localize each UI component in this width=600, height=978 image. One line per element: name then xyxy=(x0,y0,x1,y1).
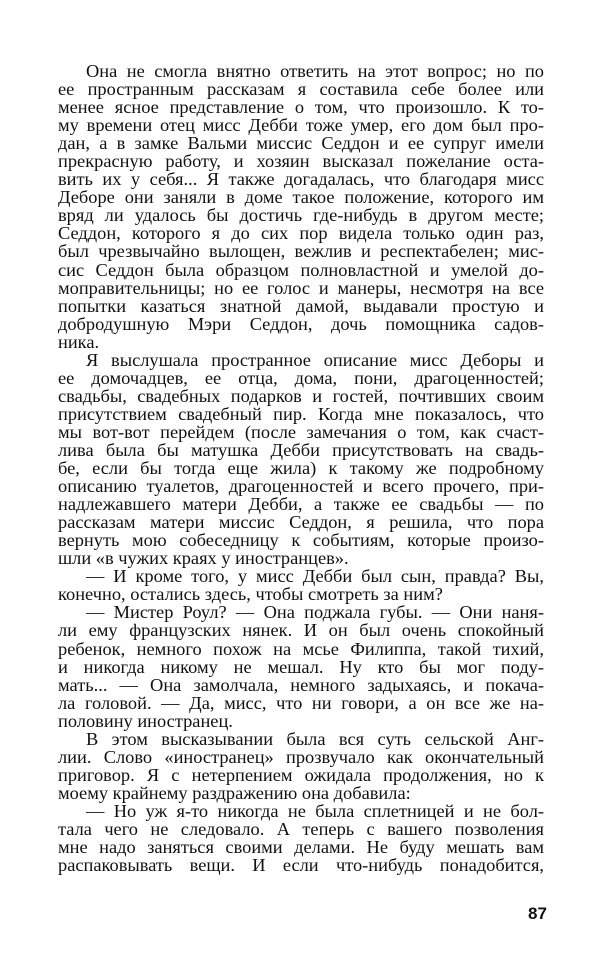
text-line: мне надо заняться своими делами. Не буду мешать вам xyxy=(58,837,544,858)
text-line: вряд ли удалось бы достичь где-нибудь в другом месте; xyxy=(58,205,544,226)
text-line: ее домочадцев, ее отца, дома, пони, драгоценностей; xyxy=(58,367,544,388)
text-line: му времени отец мисс Дебби тоже умер, его дом был про- xyxy=(58,115,544,136)
text-line: Я выслушала пространное описание мисс Деборы и xyxy=(86,349,544,370)
text-line: распаковывать вещи. И если что-нибудь понадобится, xyxy=(58,855,544,876)
text-line: свадьбы, свадебных подарков и гостей, почтивших своим xyxy=(58,385,544,406)
text-line: надлежавшего матери Дебби, а также ее свадьбы — по xyxy=(58,494,544,515)
text-line: моправительницы; но ее голос и манеры, несмотря на все xyxy=(58,277,544,298)
text-line: рассказам матери миссис Седдон, я решила, что пора xyxy=(58,512,544,533)
text-line: мы вот-вот перейдем (после замечания о том, как счаст- xyxy=(58,421,544,442)
text-line: мать... — Она замолчала, немного задыхаясь, и покача- xyxy=(58,674,544,695)
text-line: ребенок, немного похож на мсье Филиппа, такой тихий, xyxy=(58,638,544,659)
text-line: менее ясное представление о том, что произошло. К то- xyxy=(58,97,544,118)
text-line: и никогда никому не мешал. Ну кто бы мог поду- xyxy=(58,656,544,677)
text-line: шли «в чужих краях у иностранцев». xyxy=(58,548,349,569)
text-line: ее пространным рассказам я составила себе более или xyxy=(58,79,544,100)
text-line: Она не смогла внятно ответить на этот вопрос; но по xyxy=(86,61,544,81)
text-line: прекрасную работу, и хозяин высказал пожелание оста- xyxy=(58,151,544,172)
text-line: ла головой. — Да, мисс, что ни говори, а он все же на- xyxy=(58,692,544,713)
text-line: ли ему французских нянек. И он был очень спокойный xyxy=(58,620,544,641)
text-line: В этом высказывании была вся суть сельской Анг- xyxy=(86,728,544,749)
page-number: 87 xyxy=(528,904,547,923)
text-line: приговор. Я с нетерпением ожидала продолжения, но к xyxy=(58,764,544,785)
text-line: был чрезвычайно вылощен, вежлив и респектабелен; мис- xyxy=(58,241,544,262)
text-line: лии. Слово «иностранец» прозвучало как окончательный xyxy=(58,746,544,767)
text-line: моему крайнему раздражению она добавила: xyxy=(58,782,411,803)
text-line: дан, а в замке Вальми миссис Седдон и ее супруг имели xyxy=(58,133,544,154)
text-line: бе, если бы тогда еще жила) к такому же подробному xyxy=(58,458,544,479)
text-line: попытки казаться знатной дамой, выдавали простую и xyxy=(58,295,544,316)
text-line: — Но уж я-то никогда не была сплетницей и не бол- xyxy=(86,800,544,821)
text-line: вить их у себя... Я также догадалась, что благодаря мисс xyxy=(58,169,544,190)
text-line: лива была бы матушка Дебби присутствовать на свадь- xyxy=(58,439,544,460)
text-line: описанию туалетов, драгоценностей и всего прочего, при- xyxy=(58,476,544,497)
text-line: конечно, остались здесь, чтобы смотреть за ним? xyxy=(58,584,443,605)
text-line: ника. xyxy=(58,331,100,352)
text-line: тала чего не следовало. А теперь с вашего позволения xyxy=(58,818,544,839)
text-line: половину иностранец. xyxy=(58,710,233,731)
text-line: Седдон, которого я до сих пор видела только один раз, xyxy=(58,223,544,244)
text-line: — И кроме того, у мисс Дебби был сын, правда? Вы, xyxy=(86,566,544,587)
text-line: добродушную Мэри Седдон, дочь помощника садов- xyxy=(58,313,544,334)
text-line: — Мистер Роул? — Она поджала губы. — Они наня- xyxy=(86,602,544,623)
text-line: Деборе они заняли в доме такое положение, которого им xyxy=(58,187,544,208)
page-body-text xyxy=(58,62,544,874)
text-line: вернуть мою собеседницу к событиям, которые произо- xyxy=(58,530,544,551)
text-line: сис Седдон была образцом полновластной и умелой до- xyxy=(58,259,544,280)
text-line: присутствием свадебный пир. Когда мне показалось, что xyxy=(58,403,544,424)
